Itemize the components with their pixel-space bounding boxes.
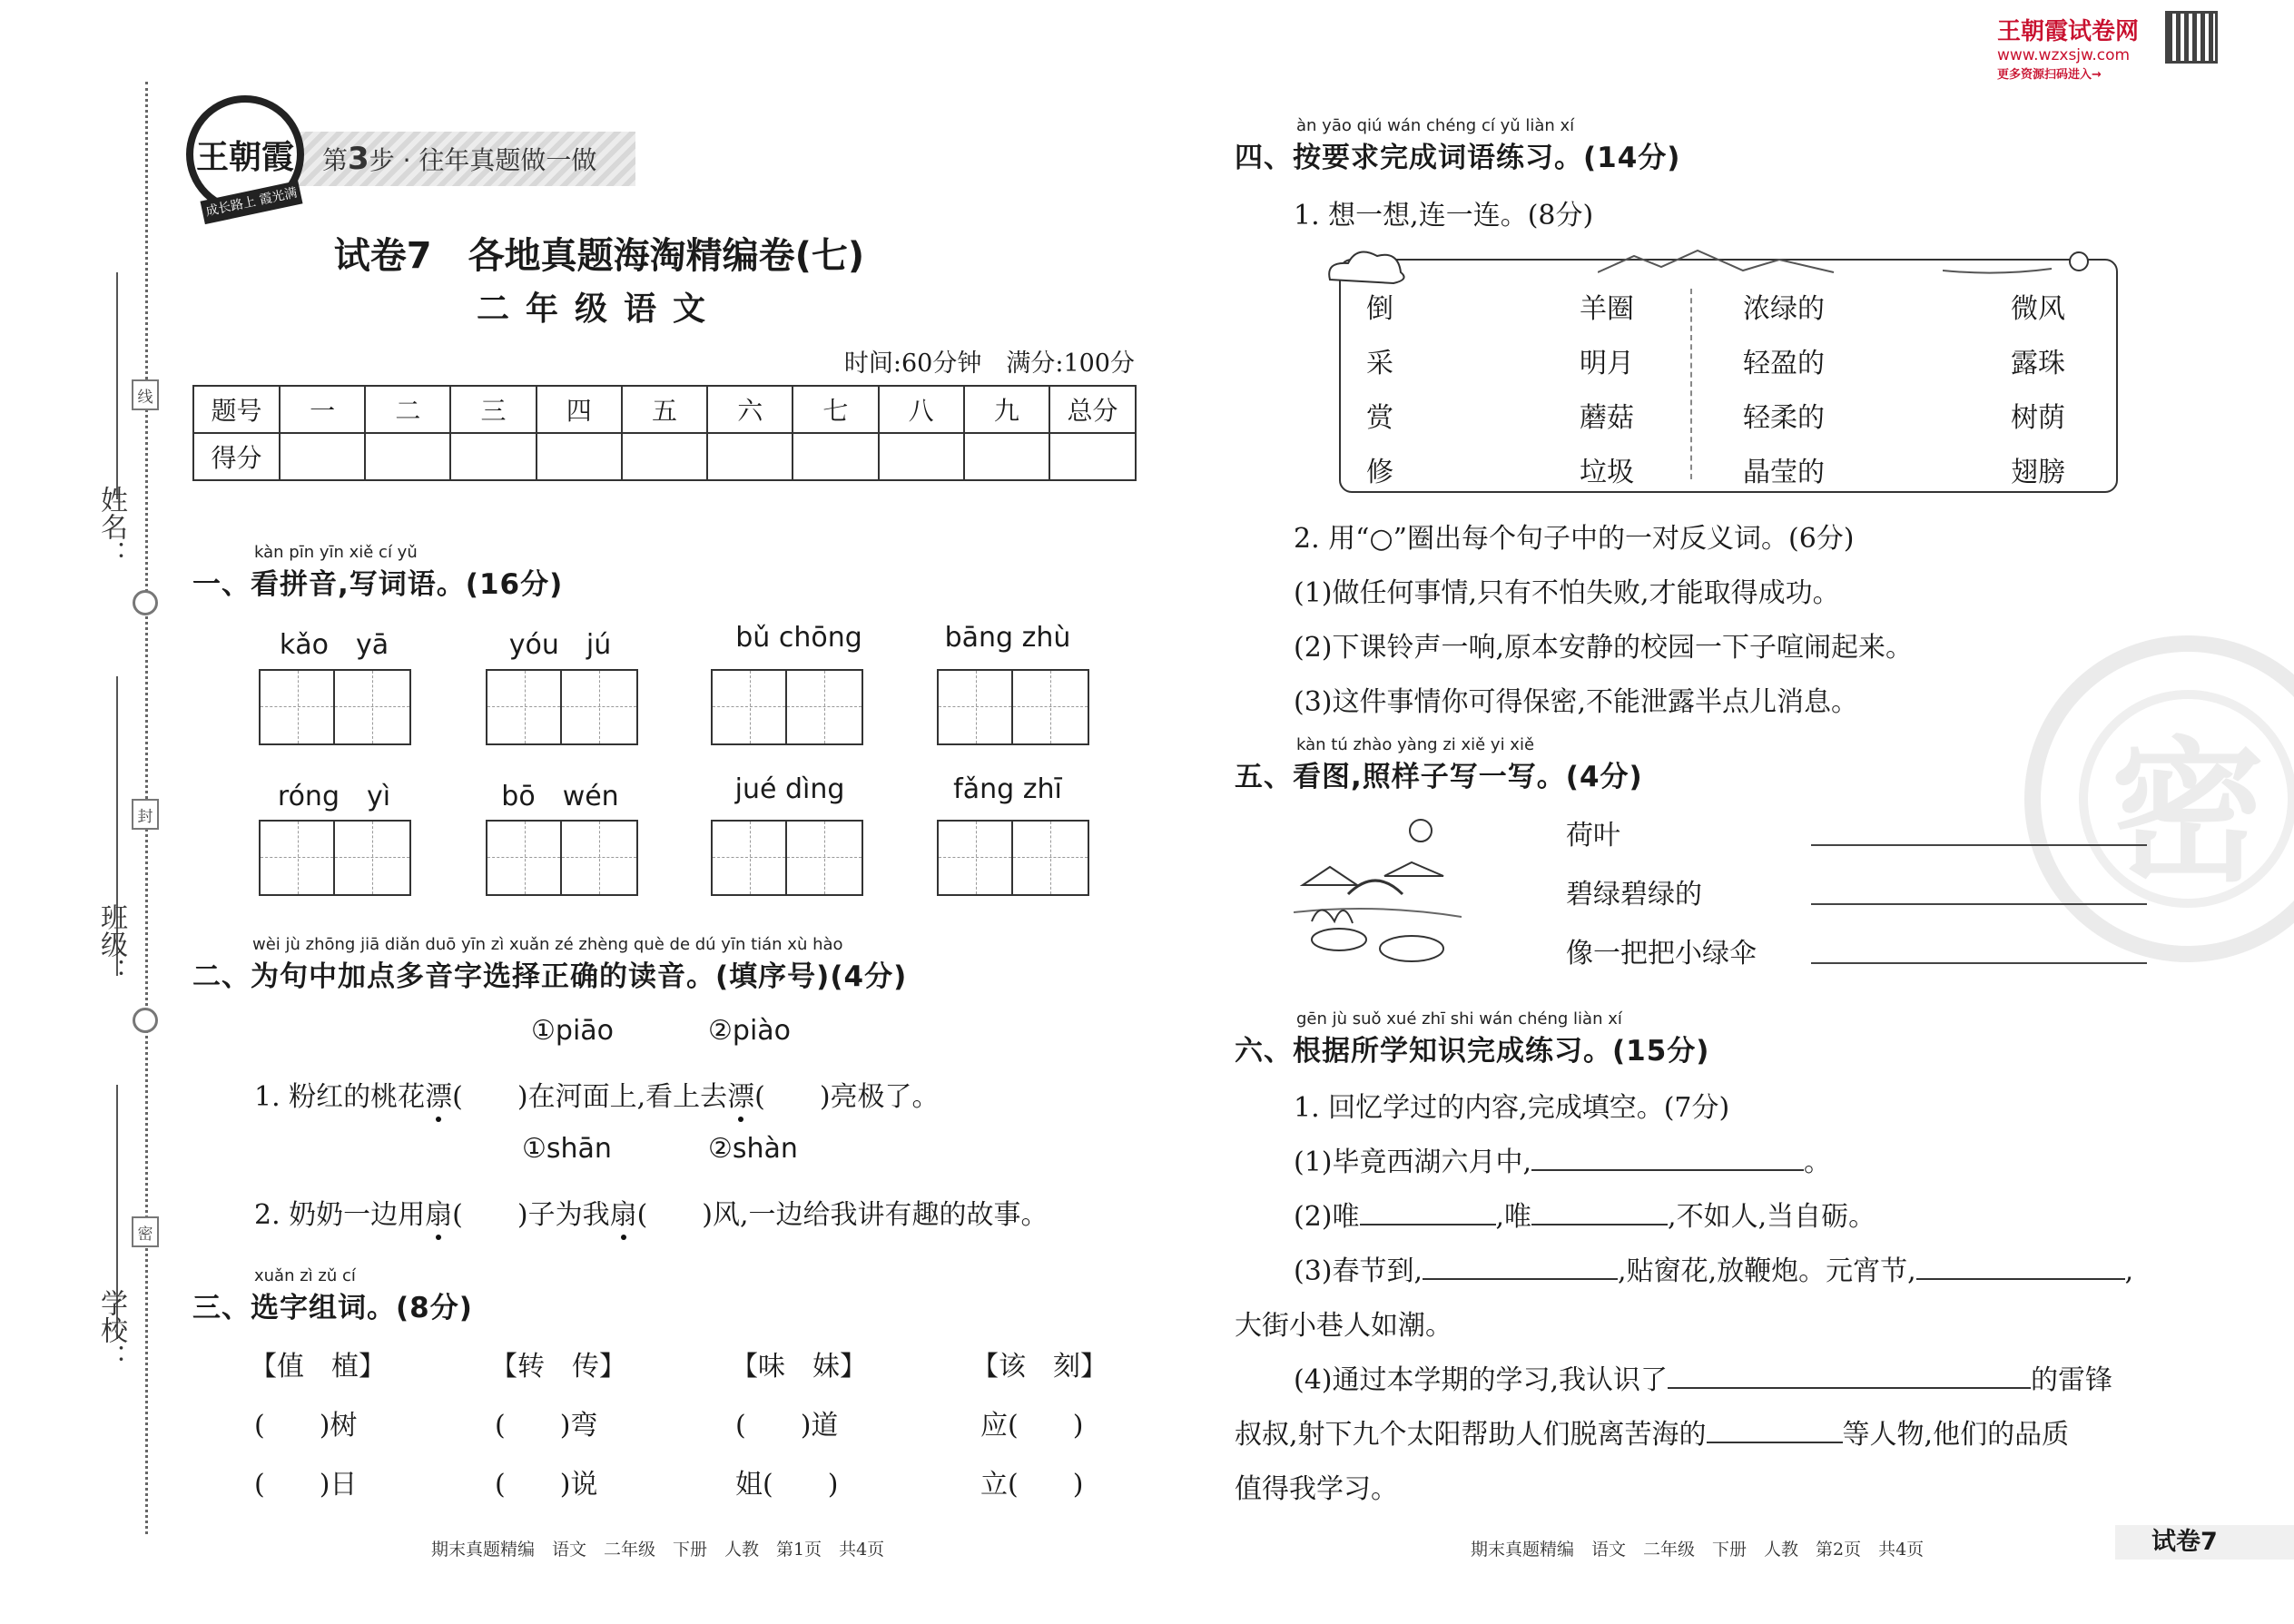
fill-line-3 [1294,1248,2133,1288]
q-text: ( )风,一边给我讲有趣的故事。 [636,1199,1049,1231]
sec5-title: 五、看图,照样子写一写。(4分) [1235,761,1643,793]
tianzige-answer-box[interactable] [259,820,411,896]
score-cell[interactable] [280,433,365,480]
tianzige-answer-box[interactable] [486,669,638,745]
sec2-option: ②piào [708,1015,792,1047]
example-word: 碧绿碧绿的 [1566,879,1702,910]
brand-block [1997,13,2161,82]
match-word[interactable]: 采 [1366,348,1393,379]
score-header: 九 [964,386,1049,433]
seal-char-feng: 封 [132,799,159,830]
q-text: 等人物,他们的品质 [1842,1419,2070,1451]
score-header: 题号 [193,386,280,433]
seal-char-xian: 线 [132,379,159,410]
sec2-option: ②shàn [708,1133,798,1165]
pinyin-item: bō wén [501,781,619,812]
sec3-fill[interactable]: 立( ) [980,1469,1084,1501]
paper-subtitle: 二年级语文 [476,290,722,328]
score-header: 八 [879,386,964,433]
sec3-group-head: 【值 植】 [250,1351,386,1383]
answer-line[interactable] [1811,962,2147,964]
pinyin-item: yóu jú [508,629,612,661]
lotus-pond-illustration [1294,812,1462,974]
sec2-question-2 [254,1192,1049,1232]
brand-name: 王朝霞试卷网 [1997,18,2140,45]
q-text: (3)春节到, [1294,1255,1423,1287]
fill-blank[interactable] [1707,1418,1843,1443]
q-text: ,不如人,当自砺。 [1668,1201,1876,1233]
footer-left: 期末真题精编 语文 二年级 下册 人教 第1页 共4页 [431,1540,885,1560]
sec3-fill[interactable]: ( )树 [254,1410,358,1442]
match-word[interactable]: 晶莹的 [1743,457,1825,488]
sec3-pinyin: xuǎn zì zǔ cí [254,1266,356,1285]
step-banner [290,132,635,186]
step-number: 3 [348,141,369,177]
match-word[interactable]: 露珠 [2011,348,2065,379]
name-label: 姓名： [95,486,127,567]
pinyin-item: bǔ chōng [735,622,862,654]
q-text: 1. 粉红的桃花 [254,1081,426,1113]
sec4-sub1: 1. 想一想,连一连。(8分) [1294,200,1594,231]
fill-blank[interactable] [1423,1255,1618,1280]
q-text: , [2124,1255,2134,1287]
sec3-fill[interactable]: 姐( ) [735,1469,839,1501]
sec1-title: 一、看拼音,写词语。(16分) [192,568,564,601]
sec3-fill[interactable]: ( )道 [735,1410,839,1442]
score-header: 六 [707,386,793,433]
dotted-char: 扇 [425,1199,453,1231]
sec4-pinyin: àn yāo qiú wán chéng cí yǔ liàn xí [1296,116,1575,135]
score-cell[interactable] [537,433,622,480]
score-header: 总分 [1049,386,1136,433]
pinyin-item: bāng zhù [944,622,1071,654]
sec2-option: ①piāo [531,1015,615,1047]
match-word[interactable]: 赏 [1366,402,1393,434]
logo-text: 王朝霞 [195,137,294,176]
sec3-group-head: 【该 刻】 [971,1351,1108,1383]
cloud-icon [1321,243,1412,289]
q-text: 叔叔,射下九个太阳帮助人们脱离苦海的 [1235,1419,1707,1451]
sec3-fill[interactable]: 应( ) [980,1410,1084,1442]
example-word: 荷叶 [1566,820,1620,851]
sec3-fill[interactable]: ( )弯 [495,1410,598,1442]
step-prefix: 第 [322,145,349,175]
score-header: 一 [280,386,365,433]
brand-slogan: 更多资源扫码进入→ [1997,68,2102,82]
score-header: 二 [365,386,450,433]
match-word[interactable]: 明月 [1580,348,1634,379]
step-suffix: 步 · 往年真题做一做 [369,145,597,175]
fill-line-3b: 大街小巷人如潮。 [1235,1310,1452,1342]
score-cell[interactable] [964,433,1049,480]
class-label: 班级： [95,903,127,985]
tianzige-answer-box[interactable] [937,820,1089,896]
pinyin-item: kǎo yā [279,629,389,661]
fill-blank[interactable] [1360,1200,1496,1225]
match-word[interactable]: 树荫 [2011,402,2065,434]
score-cell[interactable] [365,433,450,480]
match-word[interactable]: 浓绿的 [1743,293,1825,325]
fill-blank[interactable] [1916,1255,2125,1280]
score-cell[interactable] [707,433,793,480]
sec6-title: 六、根据所学知识完成练习。(15分) [1235,1035,1710,1068]
q-text: ,唯 [1495,1201,1532,1233]
pinyin-item: jué dìng [734,773,845,805]
sec3-group-head: 【味 妹】 [731,1351,867,1383]
sec6-sub1: 1. 回忆学过的内容,完成填空。(7分) [1294,1092,1730,1124]
q-text: 2. 奶奶一边用 [254,1199,426,1231]
score-table-score-row [193,433,1136,480]
paper-tag-text: 试卷7 [2151,1528,2218,1556]
score-header: 五 [622,386,707,433]
qr-code-icon[interactable] [2165,11,2218,64]
q-text: ( )在河面上,看上去 [452,1081,728,1113]
tianzige-answer-box[interactable] [486,820,638,896]
sec2-pinyin: wèi jù zhōng jiā diǎn duō yīn zì xuǎn zé zhèng què de dú yīn tián xù hào [252,935,843,954]
fill-blank[interactable] [1668,1363,2031,1389]
score-cell[interactable] [450,433,536,480]
match-word[interactable]: 轻柔的 [1743,402,1825,434]
match-word[interactable]: 羊圈 [1580,293,1634,325]
sec5-pinyin: kàn tú zhào yàng zi xiě yi xiě [1296,735,1535,754]
score-header: 七 [793,386,878,433]
dotted-char: 扇 [609,1199,637,1231]
flower-icon [1943,243,2115,280]
fill-line-4c: 值得我学习。 [1235,1473,1398,1505]
match-word[interactable]: 垃圾 [1580,457,1634,488]
pinyin-item: fǎng zhī [953,773,1062,805]
tianzige-answer-box[interactable] [259,669,411,745]
sec3-group-head: 【转 传】 [490,1351,626,1383]
footer-right: 期末真题精编 语文 二年级 下册 人教 第2页 共4页 [1471,1540,1925,1560]
q-text: ,贴窗花,放鞭炮。元宵节, [1618,1255,1916,1287]
score-cell[interactable] [1049,433,1136,480]
match-word[interactable]: 蘑菇 [1580,402,1634,434]
fill-line-1 [1294,1139,1831,1179]
match-separator [1690,289,1692,479]
binding-ring [133,590,158,615]
seal-char-mi: 密 [132,1216,159,1247]
sec4-sub2: 2. 用“○”圈出每个句子中的一对反义词。(6分) [1294,523,1855,555]
logo-band: 成长路上 霞光满天 [200,181,302,224]
tianzige-answer-box[interactable] [711,669,863,745]
sec4-title: 四、按要求完成词语练习。(14分) [1235,142,1681,174]
antonym-sentence[interactable]: (1)做任何事情,只有不怕失败,才能取得成功。 [1294,577,1840,609]
match-word[interactable]: 修 [1366,457,1393,488]
score-header: 四 [537,386,622,433]
brand-url[interactable]: www.wzxsjw.com [1997,46,2131,64]
dotted-char: 漂 [727,1081,755,1113]
sec2-title: 二、为句中加点多音字选择正确的读音。(填序号)(4分) [192,960,908,993]
school-label: 学校： [95,1289,127,1371]
paper-tag [2115,1525,2294,1560]
fill-line-2 [1294,1194,1876,1234]
q-text: (4)通过本学期的学习,我认识了 [1294,1364,1669,1396]
fill-line-4b [1235,1412,2069,1452]
fill-blank[interactable] [1531,1146,1804,1171]
sec2-option: ①shān [522,1133,612,1165]
paper-title: 试卷7 各地真题海淘精编卷(七) [333,235,865,277]
seal-watermark-char: 密 [2079,690,2294,908]
sec2-question-1 [254,1074,940,1114]
dotted-char: 漂 [425,1081,453,1113]
tianzige-answer-box[interactable] [711,820,863,896]
score-cell[interactable] [879,433,964,480]
fill-blank[interactable] [1531,1200,1668,1225]
score-header: 三 [450,386,536,433]
sec3-fill[interactable]: ( )说 [495,1469,598,1501]
q-text: (1)毕竟西湖六月中, [1294,1147,1532,1178]
match-word[interactable]: 轻盈的 [1743,348,1825,379]
score-table-header-row [193,386,1136,433]
answer-line[interactable] [1811,903,2147,905]
match-word[interactable]: 翅膀 [2011,457,2065,488]
sec3-fill[interactable]: ( )日 [254,1469,358,1501]
binding-ring [133,1008,158,1033]
answer-line[interactable] [1811,844,2147,846]
sec3-title: 三、选字组词。(8分) [192,1292,473,1324]
antonym-sentence[interactable]: (2)下课铃声一响,原本安静的校园一下子喧闹起来。 [1294,632,1914,664]
q-text: (2)唯 [1294,1201,1360,1233]
pinyin-item: róng yì [277,781,391,812]
time-info: 时间:60分钟 满分:100分 [843,349,1135,378]
example-word: 像一把把小绿伞 [1566,938,1757,969]
q-text: ( )子为我 [452,1199,610,1231]
match-word[interactable]: 倒 [1366,293,1393,325]
sec6-pinyin: gēn jù suǒ xué zhī shi wán chéng liàn xí [1296,1009,1622,1029]
score-cell[interactable] [793,433,878,480]
sec1-pinyin: kàn pīn yīn xiě cí yǔ [254,543,418,562]
match-word[interactable]: 微风 [2011,293,2065,325]
score-table [192,385,1137,481]
mountain-icon [1598,245,1870,276]
score-row-label: 得分 [193,433,280,480]
antonym-sentence[interactable]: (3)这件事情你可得保密,不能泄露半点儿消息。 [1294,686,1859,718]
q-text: 。 [1804,1147,1832,1178]
fill-line-4 [1294,1357,2112,1397]
q-text: ( )亮极了。 [754,1081,940,1113]
q-text: 的雷锋 [2031,1364,2113,1396]
name-line [116,272,118,499]
tianzige-answer-box[interactable] [937,669,1089,745]
score-cell[interactable] [622,433,707,480]
match-box [1339,259,2118,493]
